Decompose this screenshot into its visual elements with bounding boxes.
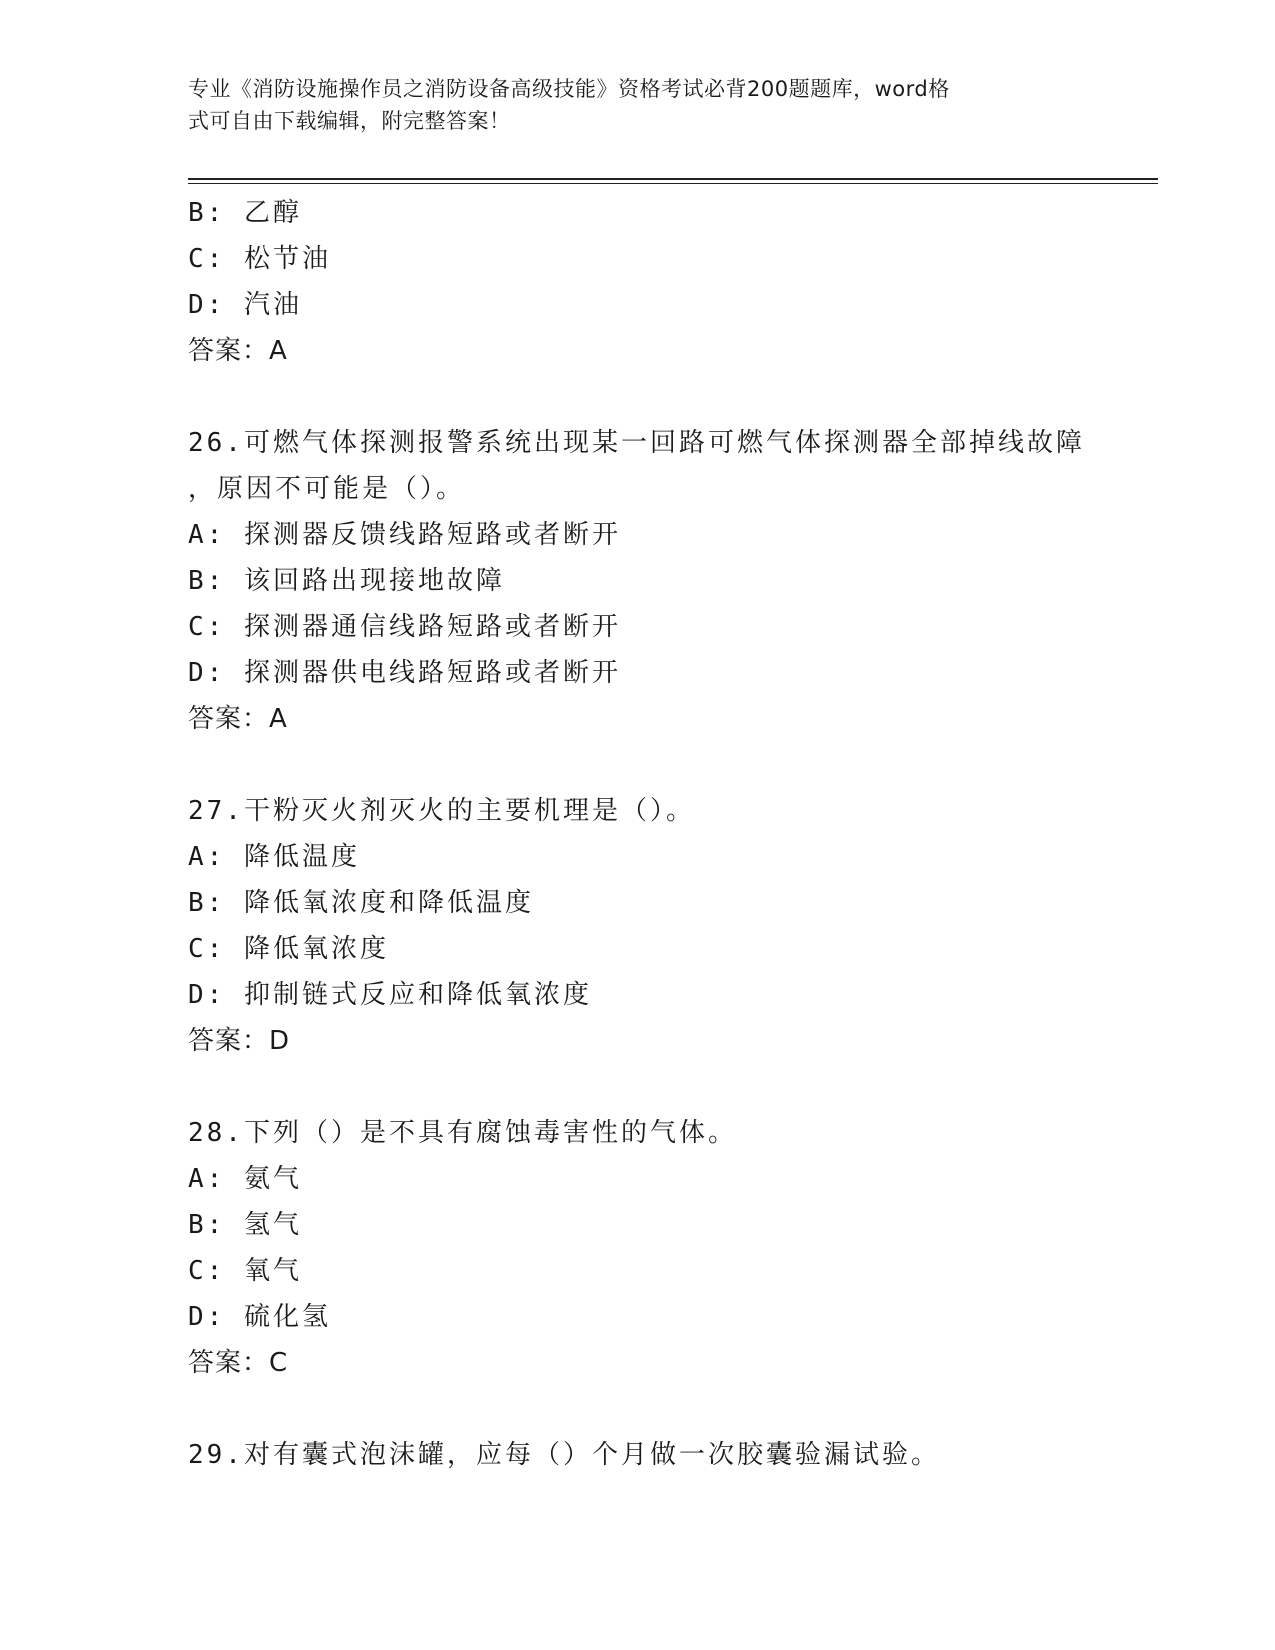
spacer bbox=[188, 1386, 1088, 1432]
option-a: A: 探测器反馈线路短路或者断开 bbox=[188, 520, 621, 550]
spacer bbox=[188, 742, 1088, 788]
question-stem: 28.下列（）是不具有腐蚀毒害性的气体。 bbox=[188, 1118, 737, 1148]
option-d: D: 探测器供电线路短路或者断开 bbox=[188, 658, 621, 688]
answer-text: 答案：C bbox=[188, 1348, 289, 1378]
spacer bbox=[188, 1064, 1088, 1110]
question-25-tail bbox=[188, 190, 1088, 374]
option-c: C: 探测器通信线路短路或者断开 bbox=[188, 612, 621, 642]
option-b: B: 氢气 bbox=[188, 1210, 302, 1240]
option-c: C: 氧气 bbox=[188, 1256, 302, 1286]
question-stem: 26.可燃气体探测报警系统出现某一回路可燃气体探测器全部掉线故障 bbox=[188, 428, 1085, 458]
option-d: D: 汽油 bbox=[188, 290, 302, 320]
option-c: C: 松节油 bbox=[188, 244, 331, 274]
option-b: B: 该回路出现接地故障 bbox=[188, 566, 505, 596]
header-line-1: 专业《消防设施操作员之消防设备高级技能》资格考试必背200题题库，word格 bbox=[188, 77, 950, 101]
question-29 bbox=[188, 1432, 1088, 1478]
option-a: A: 降低温度 bbox=[188, 842, 360, 872]
question-27 bbox=[188, 788, 1088, 1064]
question-content bbox=[188, 190, 1088, 1478]
answer-text: 答案：D bbox=[188, 1026, 291, 1056]
question-28 bbox=[188, 1110, 1088, 1386]
option-d: D: 抑制链式反应和降低氧浓度 bbox=[188, 980, 592, 1010]
document-header bbox=[188, 73, 1078, 137]
option-b: B: 降低氧浓度和降低温度 bbox=[188, 888, 534, 918]
answer-text: 答案：A bbox=[188, 336, 288, 366]
option-a: A: 氨气 bbox=[188, 1164, 302, 1194]
answer-text: 答案：A bbox=[188, 704, 288, 734]
question-stem: 27.干粉灭火剂灭火的主要机理是（）。 bbox=[188, 796, 695, 826]
header-divider-thick bbox=[188, 178, 1158, 180]
question-26 bbox=[188, 420, 1088, 742]
header-line-2: 式可自由下载编辑，附完整答案！ bbox=[188, 109, 511, 133]
option-c: C: 降低氧浓度 bbox=[188, 934, 389, 964]
question-stem: 29.对有囊式泡沫罐，应每（）个月做一次胶囊验漏试验。 bbox=[188, 1440, 940, 1470]
header-divider-thin bbox=[188, 183, 1158, 184]
option-b: B: 乙醇 bbox=[188, 198, 302, 228]
question-stem-continued: ，原因不可能是（）。 bbox=[188, 474, 466, 504]
option-d: D: 硫化氢 bbox=[188, 1302, 331, 1332]
spacer bbox=[188, 374, 1088, 420]
